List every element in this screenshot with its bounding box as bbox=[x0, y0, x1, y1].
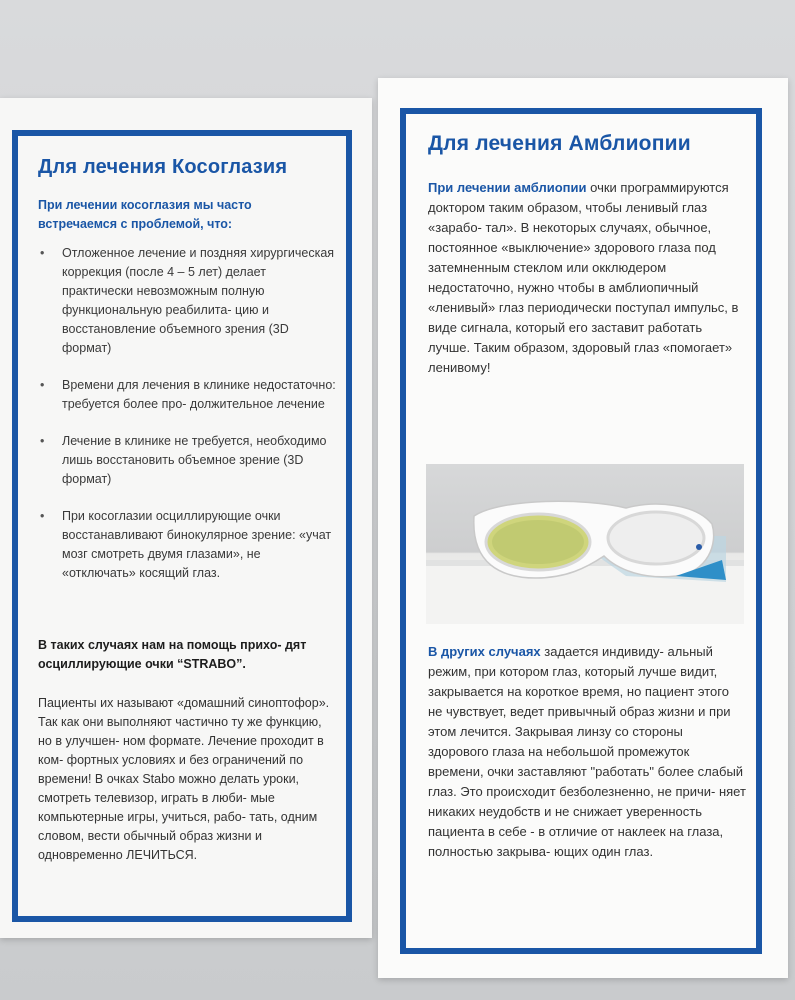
right-title: Для лечения Амблиопии bbox=[428, 132, 691, 155]
bullet-text: Лечение в клинике не требуется, необходимо лишь восстановить объемное зрение (3D формат) bbox=[62, 434, 327, 486]
amblyopia-paragraph bbox=[428, 178, 746, 378]
glasses-photo bbox=[426, 464, 744, 624]
left-bullet-list bbox=[36, 244, 336, 601]
left-page bbox=[0, 98, 372, 938]
patients-paragraph: Пациенты их называют «домашний синоптофор». Так как они выполняют частично ту же функцию, но в улучшен- ном формате. Лечение проходит в ком- фортных условиях и без ограничений по времени! В очках Stabo можно делать уроки, смотреть телевизор, играть в люби- мые компьютерные игры, учиться, рабо- тать, одним словом, вести обычный образ жизни и одновременно ЛЕЧИТЬСЯ. bbox=[38, 696, 330, 862]
list-item: • Лечение в клинике не требуется, необходимо лишь восстановить объемное зрение (3D формат) bbox=[40, 434, 327, 486]
list-item: • Времени для лечения в клинике недостаточно: требуется более про- должительное лечение bbox=[40, 378, 336, 411]
right-frame bbox=[400, 108, 762, 954]
bullet-text: Отложенное лечение и поздняя хирургическая коррекция (после 4 – 5 лет) делает практически невозможным полную функциональную реабилита- цию и восстановление объемного зрения (3D формат) bbox=[62, 246, 335, 355]
list-item: • Отложенное лечение и поздняя хирургическая коррекция (после 4 – 5 лет) делает практически невозможным полную функциональную реабилита- цию и восстановление объемного зрения (3D формат) bbox=[40, 246, 335, 355]
amblyopia-highlight: При лечении амблиопии bbox=[428, 180, 587, 195]
glasses-icon bbox=[426, 464, 744, 624]
list-item: • При косоглазии осциллирующие очки восстанавливают бинокулярное зрение: «учат мозг смотреть двумя глазами», не «отключать» косящий глаз. bbox=[40, 509, 332, 580]
bullet-text: Времени для лечения в клинике недостаточно: требуется более про- должительное лечение bbox=[62, 378, 336, 411]
right-page bbox=[378, 78, 788, 978]
other-cases-highlight: В других случаях bbox=[428, 644, 541, 659]
amblyopia-text: очки программируются доктором таким образом, чтобы ленивый глаз «зарабо- тал». В некоторых случаях, обычное, постоянное «выключение» здорового глаза под затемненным стеклом или окклюдером недостаточно, нужно чтобы в амблиопичный «ленивый» глаз периодически поступал импульс, в виде сигнала, который его заставит работать лучше. Таким образом, здоровый глаз «помогает» ленивому! bbox=[428, 180, 739, 375]
other-cases-text: задается индивиду- альный режим, при котором глаз, который лучше видит, закрывается на короткое время, но пациент этого не чувствует, ведет привычный образ жизни и при этом лечится. Закрывая линзу со стороны здорового глаза на небольшой промежуток времени, очки заставляют "работать" более слабый глаз. Это происходит безболезненно, не причи- няет никаких неудобств и не снижает уверенность пациента в себе - в отличие от наклеек на глаза, полностью закрыва- ющих один глаз. bbox=[428, 644, 746, 859]
left-title: Для лечения Косоглазия bbox=[38, 156, 288, 178]
other-cases-paragraph bbox=[428, 642, 746, 862]
bullet-text: При косоглазии осциллирующие очки восстанавливают бинокулярное зрение: «учат мозг смотреть двумя глазами», не «отключать» косящий глаз. bbox=[62, 509, 332, 580]
left-frame bbox=[12, 130, 352, 922]
left-lead: При лечении косоглазия мы часто встречаемся с проблемой, что: bbox=[38, 198, 252, 231]
strabo-note: В таких случаях нам на помощь прихо- дят осциллирующие очки “STRABO”. bbox=[38, 638, 307, 671]
